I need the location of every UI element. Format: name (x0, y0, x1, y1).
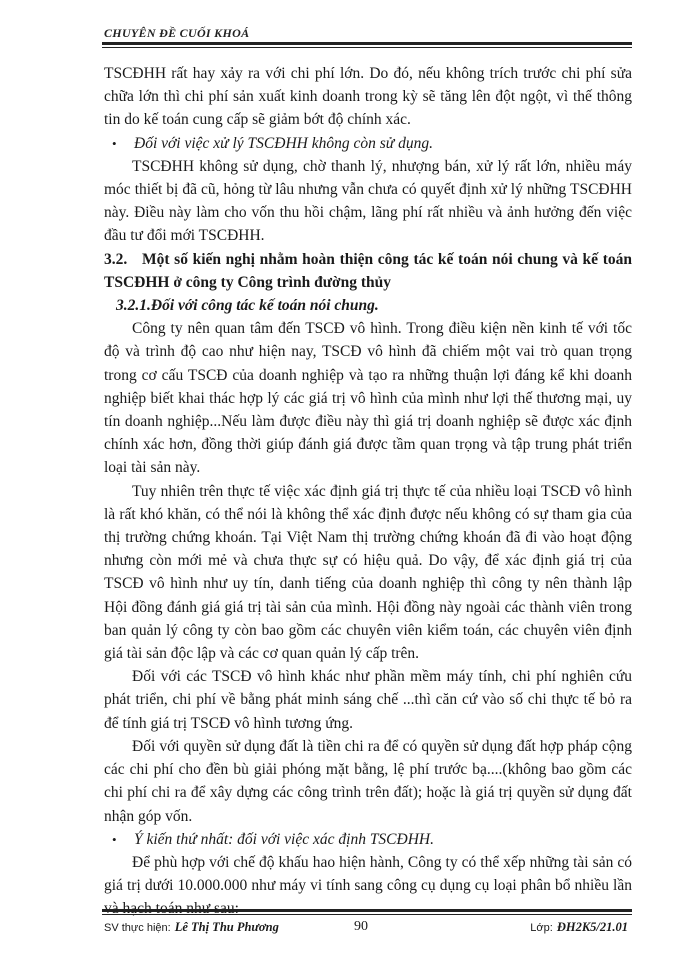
paragraph: Công ty nên quan tâm đến TSCĐ vô hình. Trong điều kiện nền kinh tế với tốc độ và trình độ cao như hiện nay, TSCĐ vô hình đã chiếm một vai trò quan trọng trong cơ cấu TSCĐ của doanh nghiệp và tạo ra những thuận lợi đáng kể khi doanh nghiệp biết khai thác hợp lý các giá trị vô hình của mình như lợi thế thương mại, uy tín doanh nghiệp...Nếu làm được điều này thì giá trị doanh nghiệp sẽ được xác định chính xác hơn, đồng thời giúp đánh giá được tầm quan trọng và tập trung phát triển loại tài sản này. (104, 320, 632, 477)
bullet-item (104, 828, 632, 851)
footer-rule-thick (102, 909, 632, 912)
student-name: Lê Thị Thu Phương (174, 920, 279, 934)
header-rule-thin (102, 47, 632, 48)
class-code: ĐH2K5/21.01 (556, 920, 628, 934)
subsection-heading: 3.2.1.Đối với công tác kế toán nói chung. (116, 297, 379, 315)
bullet-icon: • (112, 135, 117, 151)
paragraph: Đối với quyền sử dụng đất là tiền chi ra để có quyền sử dụng đất hợp pháp cộng các chi phí cho đền bù giải phóng mặt bằng, lệ phí trước bạ....(không bao gồm các chi phí chi ra để xây dựng các công trình trên đất); hoặc là giá trị quyền sử dụng đất nhận góp vốn. (104, 737, 632, 825)
footer-rule-thin (102, 914, 632, 915)
header-rule-thick (102, 42, 632, 45)
paragraph: Đối với các TSCĐ vô hình khác như phần mềm máy tính, chi phí nghiên cứu phát triển, chi phí về bằng phát minh sáng chế ...thì căn cứ vào số chi thực tế bỏ ra để tính giá trị TSCĐ vô hình tương ứng. (104, 668, 632, 732)
class-label: Lớp: (530, 922, 553, 934)
paragraph: Tuy nhiên trên thực tế việc xác định giá trị thực tế của nhiều loại TSCĐ vô hình là rất khó khăn, có thể nói là không thể xác định được nếu không có sự tham gia của thị trường chứng khoán. Tại Việt Nam thị trường chứng khoán đã đi vào hoạt động nhưng còn mới mẻ và chưa thực sự có hiệu quả. Do vậy, để xác định giá trị của TSCĐ vô hình như uy tín, danh tiếng của doanh nghiệp thì công ty nên thành lập Hội đồng đánh giá giá trị tài sản của mình. Hội đồng này ngoài các thành viên trong ban quản lý công ty còn bao gồm các chuyên viên kiểm toán, các chuyên viên định giá tài sản độc lập và các cơ quan quản lý cấp trên. (104, 482, 632, 663)
paragraph: Để phù hợp với chế độ khấu hao hiện hành, Công ty có thể xếp những tài sản có giá trị dưới 10.000.000 như máy vi tính sang công cụ dụng cụ loại phân bổ nhiều lần (104, 853, 632, 895)
page-number: 90 (354, 919, 368, 934)
page-header (102, 22, 632, 52)
footer-row (102, 920, 632, 938)
student-label: SV thực hiện: (104, 922, 171, 934)
paragraph: TSCĐHH rất hay xảy ra với chi phí lớn. Do đó, nếu không trích trước chi phí sửa chữa lớn thì chi phí sản xuất kinh doanh trong kỳ sẽ tăng lên đột ngột, vì thế thông tin do kế toán cung cấp sẽ giảm bớt độ chính xác. (104, 65, 632, 129)
paragraph: TSCĐHH không sử dụng, chờ thanh lý, nhượng bán, xử lý rất lớn, nhiều máy móc thiết bị đã cũ, hỏng từ lâu nhưng vẫn chưa có quyết định xử lý những TSCĐHH này. Điều này làm cho vốn thu hồi chậm, lãng phí rất nhiều và ảnh hưởng đến việc đầu tư đổi mới TSCĐHH. (104, 157, 632, 245)
page-content (104, 62, 632, 921)
section-heading (104, 248, 632, 294)
bullet-icon: • (112, 831, 117, 847)
bullet-text: Ý kiến thứ nhất: đối với việc xác định TSCĐHH. (134, 830, 434, 848)
header-title: CHUYÊN ĐỀ CUỐI KHOÁ (104, 26, 250, 40)
footer-student (104, 920, 279, 935)
section-title: Một số kiến nghị nhằm hoàn thiện công tác kế toán nói chung và kế toán TSCĐHH ở công ty Công trình đường thủy (104, 250, 632, 291)
bullet-item (104, 132, 632, 155)
section-number: 3.2. (104, 250, 128, 268)
page-footer (102, 907, 632, 937)
bullet-text: Đối với việc xử lý TSCĐHH không còn sử dụng. (134, 134, 433, 152)
footer-class (530, 920, 628, 935)
